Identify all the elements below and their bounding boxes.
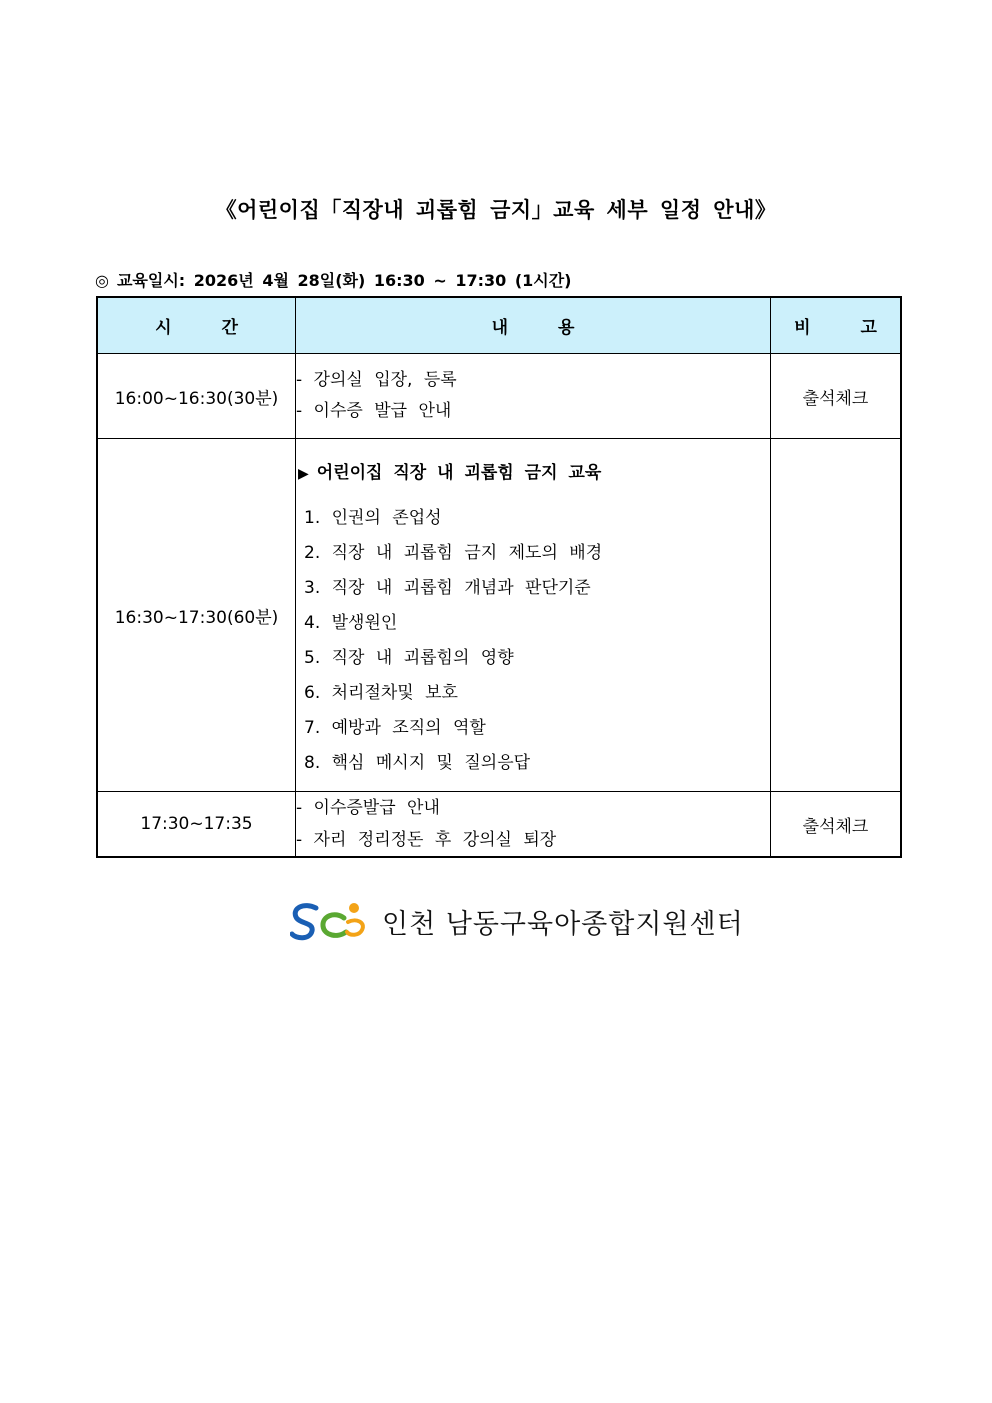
row-time: 16:00~16:30(30분) [97,354,296,439]
row-note: 출석체크 [771,354,902,439]
education-date-text: 교육일시: 2026년 4월 28일(화) 16:30 ~ 17:30 (1시간) [116,271,572,290]
row-note: 출석체크 [771,792,902,858]
table-header-row [97,297,901,354]
center-logo-icon [290,896,370,946]
schedule-table [96,296,902,858]
row-note [771,439,902,792]
list-item: 6. 처리절차및 보호 [304,682,458,703]
header-content: 내 용 [296,297,771,354]
content-line: - 강의실 입장, 등록 [296,370,457,390]
header-note: 비 고 [771,297,902,354]
row-content [296,439,771,792]
circle-mark-icon: ◎ [95,271,109,290]
row-content [296,354,771,439]
table-row [97,354,901,439]
list-item: 8. 핵심 메시지 및 질의응답 [304,752,531,773]
page-title: 《어린이집「직장내 괴롭힘 금지」교육 세부 일정 안내》 [215,198,777,222]
education-date-line [95,268,572,291]
list-item: 1. 인권의 존업성 [304,507,442,528]
content-line: - 자리 정리정돈 후 강의실 퇴장 [296,830,557,850]
table-row [97,439,901,792]
section-heading [298,458,770,483]
triangle-arrow-icon: ▶ [298,465,309,482]
list-item: 5. 직장 내 괴롭힘의 영향 [304,647,514,668]
list-item: 7. 예방과 조직의 역할 [304,717,486,738]
row-time: 16:30~17:30(60분) [97,439,296,792]
content-line: - 이수증발급 안내 [296,798,440,818]
list-item: 3. 직장 내 괴롭힘 개념과 판단기준 [304,577,591,598]
table-row [97,792,901,858]
section-heading-text: 어린이집 직장 내 괴롭힘 금지 교육 [316,462,602,483]
footer-org [290,896,744,946]
header-time: 시 간 [97,297,296,354]
row-time: 17:30~17:35 [97,792,296,858]
content-line: - 이수증 발급 안내 [296,401,452,421]
list-item: 4. 발생원인 [304,612,398,633]
row-content [296,792,771,858]
list-item: 2. 직장 내 괴롭힘 금지 제도의 배경 [304,542,603,563]
org-name: 인천 남동구육아종합지원센터 [382,908,744,940]
